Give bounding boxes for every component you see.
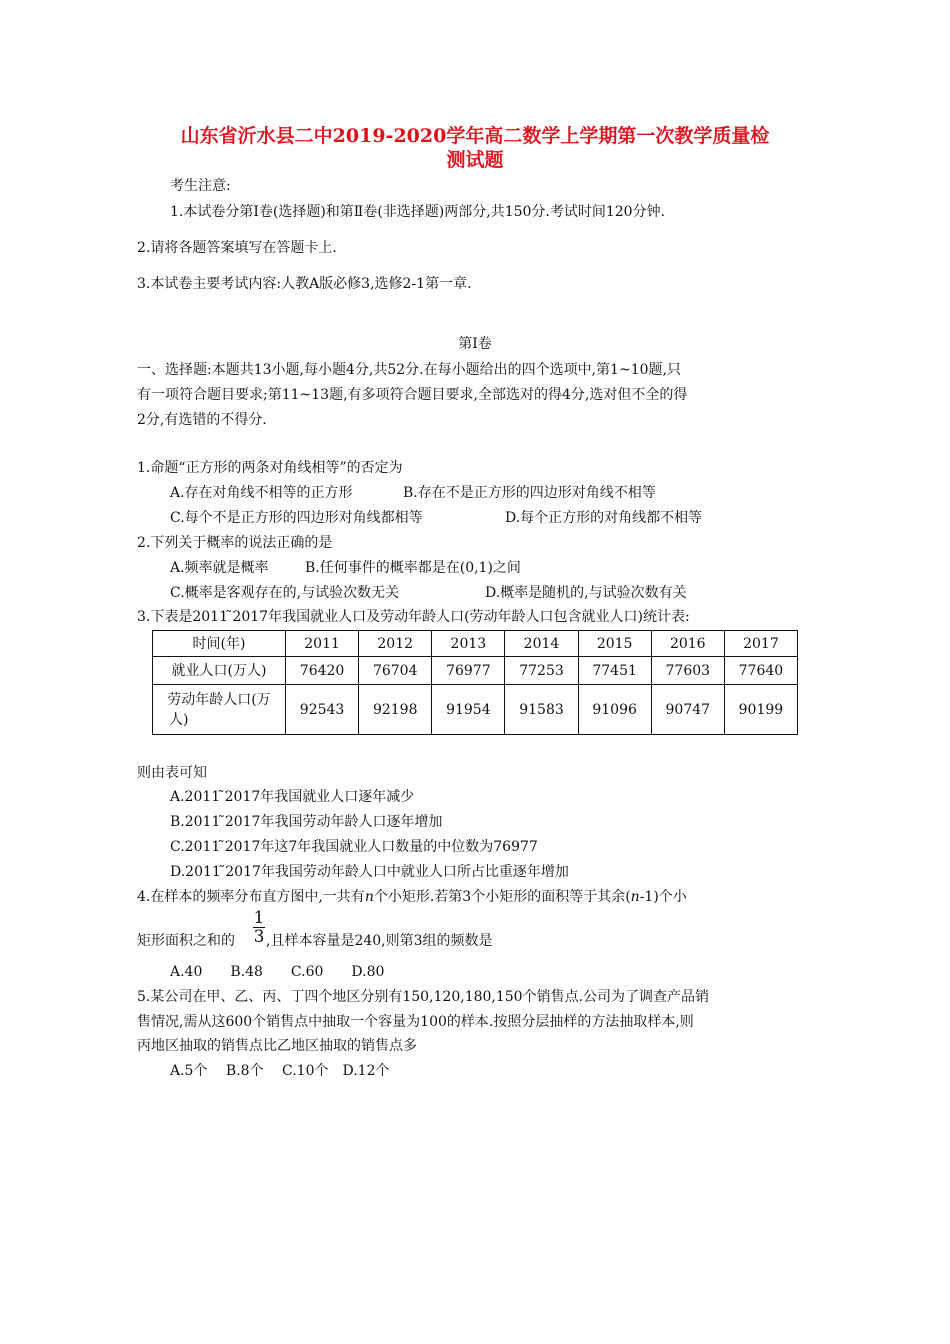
q3-lead: 则由表可知 (137, 765, 207, 781)
q4-stem-part-1: 4.在样本的频率分布直方图中,一共有 (137, 889, 365, 905)
table-header-cell: 2011 (286, 631, 359, 657)
q2-stem: 2.下列关于概率的说法正确的是 (137, 535, 333, 551)
q4-options: A.40 B.48 C.60 D.80 (170, 964, 385, 980)
q2-option-c: C.概率是客观存在的,与试验次数无关 (170, 585, 400, 601)
q2-option-b: B.任何事件的概率都是在(0,1)之间 (305, 560, 521, 576)
table-cell: 77451 (578, 657, 651, 685)
q4-stem-line-2-a: 矩形面积之和的 (137, 933, 235, 949)
section-intro-line-1: 一、选择题:本题共13小题,每小题4分,共52分.在每小题给出的四个选项中,第1~10题,只 (137, 362, 681, 378)
q2-option-d: D.概率是随机的,与试验次数有关 (485, 585, 687, 601)
q1-option-a: A.存在对角线不相等的正方形 (170, 485, 353, 501)
q3-option-b: B.2011 ̃2017年我国劳动年龄人口逐年增加 (170, 814, 443, 830)
table-row-label: 就业人口(万人) (153, 657, 286, 685)
employment-stats-table (152, 630, 798, 735)
table-header-cell: 2016 (651, 631, 724, 657)
table-cell: 76420 (286, 657, 359, 685)
q4-stem (137, 887, 687, 907)
q4-fraction-denominator: 3 (253, 927, 265, 947)
table-row-label-line-1: 劳动年龄人口(万 (167, 691, 271, 708)
table-cell: 76704 (359, 657, 432, 685)
table-cell: 77640 (724, 657, 797, 685)
q3-option-c: C.2011 ̃2017年这7年我国就业人口数量的中位数为76977 (170, 839, 538, 855)
table-header-row (153, 631, 798, 657)
table-header-cell: 2013 (432, 631, 505, 657)
q4-fraction-numerator: 1 (253, 908, 265, 928)
table-cell: 91096 (578, 685, 651, 735)
q3-option-d: D.2011 ̃2017年我国劳动年龄人口中就业人口所占比重逐年增加 (170, 864, 569, 880)
table-row-label-line-2: 人) (169, 711, 189, 728)
notice-heading: 考生注意: (170, 178, 231, 194)
q4-stem-part-3: -1)个小 (639, 889, 687, 905)
table-header-cell: 时间(年) (153, 631, 286, 657)
q5-options: A.5个 B.8个 C.10个 D.12个 (170, 1063, 390, 1079)
q5-stem-line-2: 售情况,需从这600个销售点中抽取一个容量为100的样本.按照分层抽样的方法抽取样本,则 (137, 1014, 694, 1030)
table-header-cell: 2014 (505, 631, 578, 657)
table-row-label (153, 685, 286, 735)
q5-stem-line-1: 5.某公司在甲、乙、丙、丁四个地区分别有150,120,180,150个销售点.公司为了调查产品销 (137, 989, 710, 1005)
table-cell: 77253 (505, 657, 578, 685)
exam-title-line1: 山东省沂水县二中2019-2020学年高二数学上学期第一次教学质量检 (180, 125, 770, 147)
table-header-cell: 2012 (359, 631, 432, 657)
q4-var-n: n (364, 889, 374, 905)
q4-stem-line-2-b: ,且样本容量是240,则第3组的频数是 (266, 933, 493, 949)
section-intro-line-3: 2分,有选错的不得分. (137, 412, 267, 428)
q3-option-a: A.2011 ̃2017年我国就业人口逐年减少 (170, 789, 415, 805)
exam-title-line2: 测试题 (446, 149, 504, 171)
section-title: 第Ⅰ卷 (458, 336, 492, 352)
notice-item-2: 2.请将各题答案填写在答题卡上. (137, 240, 337, 256)
q3-stem: 3.下表是2011 ̃2017年我国就业人口及劳动年龄人口(劳动年龄人口包含就业人口)统计表: (137, 609, 690, 625)
q4-stem-part-2: 个小矩形.若第3个小矩形的面积等于其余( (373, 889, 631, 905)
table-row-employment (153, 657, 798, 685)
table-cell: 91954 (432, 685, 505, 735)
table-cell: 90199 (724, 685, 797, 735)
notice-item-3: 3.本试卷主要考试内容:人教A版必修3,选修2-1第一章. (137, 276, 472, 292)
q4-fraction (252, 909, 266, 946)
table-cell: 92198 (359, 685, 432, 735)
table-cell: 77603 (651, 657, 724, 685)
table-header-cell: 2017 (724, 631, 797, 657)
table-cell: 90747 (651, 685, 724, 735)
q5-stem-line-3: 丙地区抽取的销售点比乙地区抽取的销售点多 (137, 1038, 417, 1054)
notice-item-1: 1.本试卷分第Ⅰ卷(选择题)和第Ⅱ卷(非选择题)两部分,共150分.考试时间120分钟. (170, 204, 666, 220)
q1-option-d: D.每个正方形的对角线都不相等 (505, 510, 703, 526)
q2-option-a: A.频率就是概率 (170, 560, 269, 576)
table-cell: 92543 (286, 685, 359, 735)
table-cell: 91583 (505, 685, 578, 735)
section-intro-line-2: 有一项符合题目要求;第11~13题,有多项符合题目要求,全部选对的得4分,选对但不全的得 (137, 387, 688, 403)
q4-var-n2: n (630, 889, 640, 905)
q1-option-c: C.每个不是正方形的四边形对角线都相等 (170, 510, 423, 526)
table-cell: 76977 (432, 657, 505, 685)
table-row-working-age (153, 685, 798, 735)
q1-option-b: B.存在不是正方形的四边形对角线不相等 (403, 485, 656, 501)
table-header-cell: 2015 (578, 631, 651, 657)
q1-stem: 1.命题“正方形的两条对角线相等”的否定为 (137, 460, 403, 476)
